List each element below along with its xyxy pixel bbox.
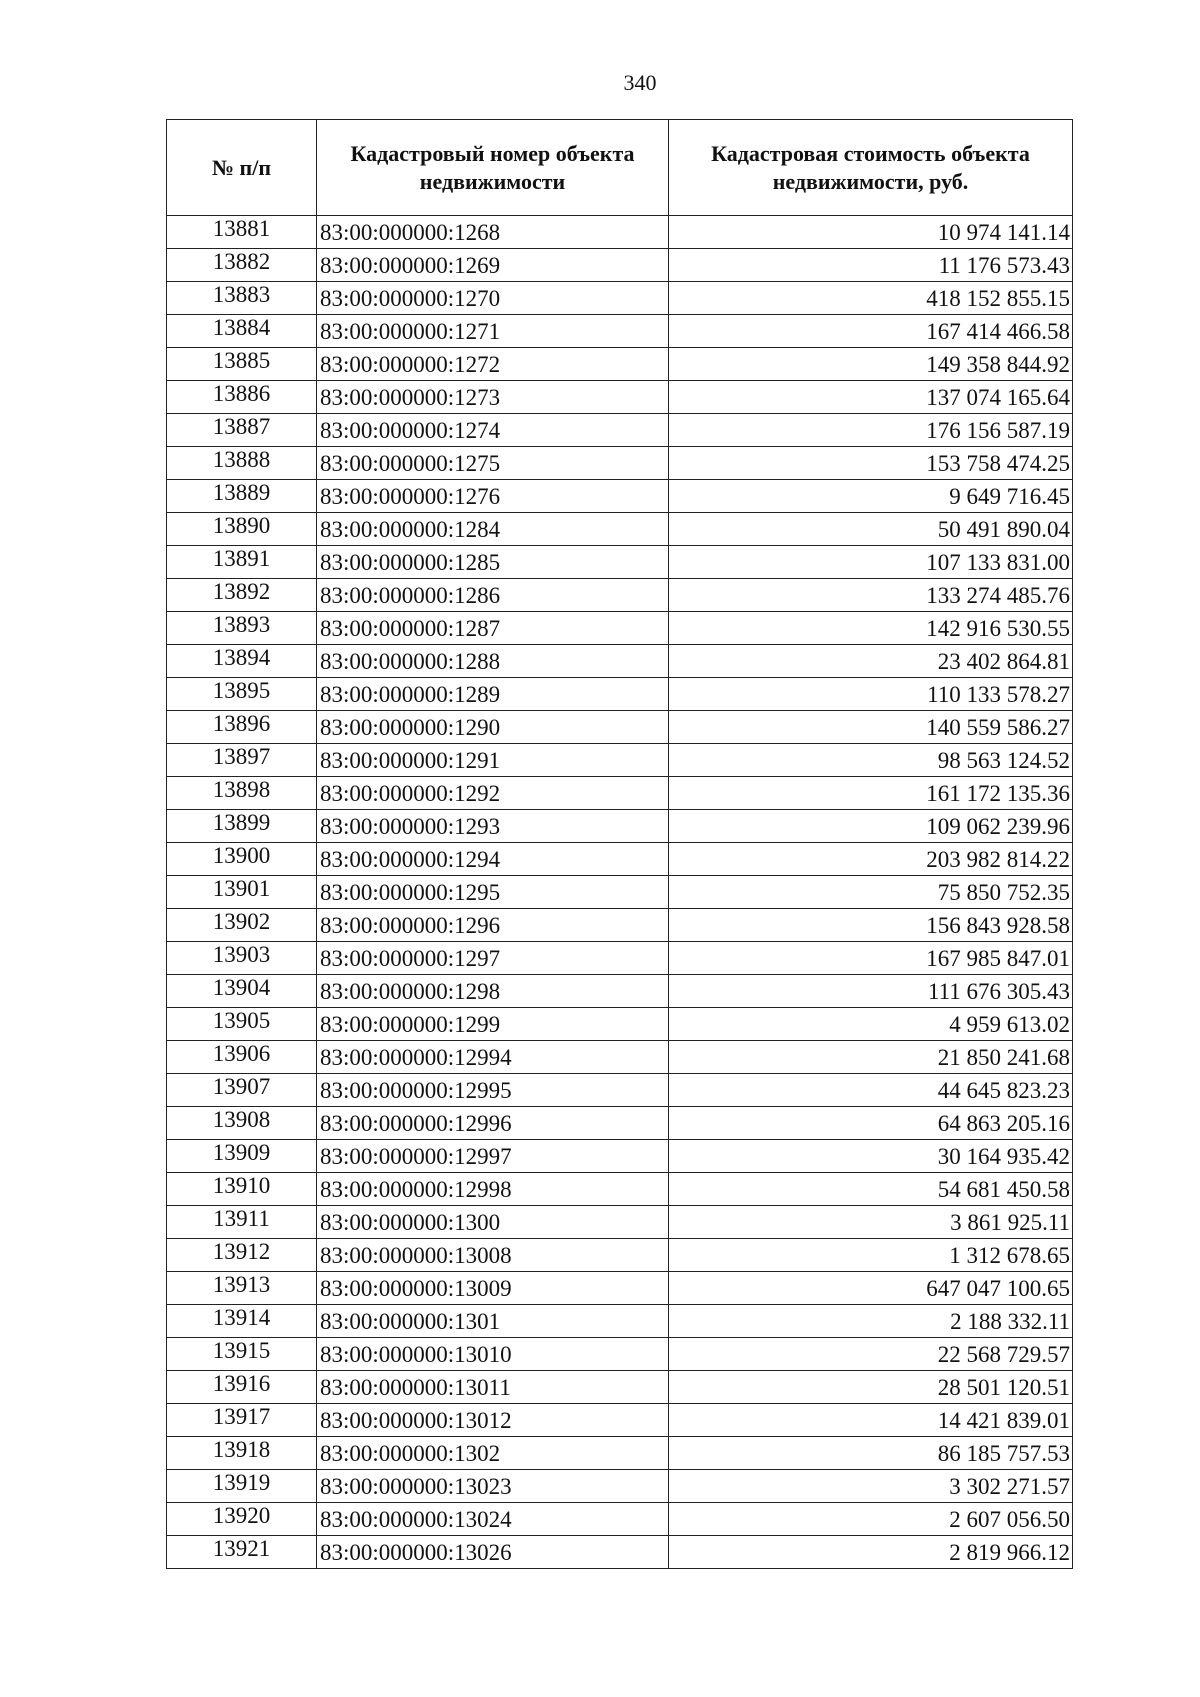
- table-row: [167, 645, 1073, 678]
- table-row: [167, 1074, 1073, 1107]
- cadastral-number-cell: 83:00:000000:13023: [317, 1470, 669, 1503]
- row-number-cell: 13888: [167, 447, 317, 480]
- cadastral-number-cell: 83:00:000000:1297: [317, 942, 669, 975]
- cadastral-value-cell: 140 559 586.27: [669, 711, 1073, 744]
- cadastral-number-cell: 83:00:000000:1276: [317, 480, 669, 513]
- cadastral-value-cell: 161 172 135.36: [669, 777, 1073, 810]
- cadastral-value-cell: 418 152 855.15: [669, 282, 1073, 315]
- cadastral-value-cell: 110 133 578.27: [669, 678, 1073, 711]
- cadastral-value-cell: 98 563 124.52: [669, 744, 1073, 777]
- row-number-cell: 13911: [167, 1206, 317, 1239]
- row-number-cell: 13886: [167, 381, 317, 414]
- table-row: [167, 777, 1073, 810]
- cadastral-number-cell: 83:00:000000:1284: [317, 513, 669, 546]
- cadastral-number-cell: 83:00:000000:13012: [317, 1404, 669, 1437]
- cadastral-number-cell: 83:00:000000:1271: [317, 315, 669, 348]
- cadastral-value-cell: 9 649 716.45: [669, 480, 1073, 513]
- row-number-cell: 13893: [167, 612, 317, 645]
- cadastral-value-cell: 647 047 100.65: [669, 1272, 1073, 1305]
- table-row: [167, 1272, 1073, 1305]
- table-row: [167, 975, 1073, 1008]
- cadastral-number-cell: 83:00:000000:1293: [317, 810, 669, 843]
- cadastral-number-cell: 83:00:000000:13010: [317, 1338, 669, 1371]
- row-number-cell: 13897: [167, 744, 317, 777]
- cadastral-value-cell: 54 681 450.58: [669, 1173, 1073, 1206]
- cadastral-number-cell: 83:00:000000:13011: [317, 1371, 669, 1404]
- table-row: [167, 876, 1073, 909]
- row-number-cell: 13895: [167, 678, 317, 711]
- cadastral-number-cell: 83:00:000000:1270: [317, 282, 669, 315]
- row-number-cell: 13887: [167, 414, 317, 447]
- row-number-cell: 13914: [167, 1305, 317, 1338]
- table-row: [167, 909, 1073, 942]
- table-row: [167, 1536, 1073, 1569]
- row-number-cell: 13904: [167, 975, 317, 1008]
- cadastral-number-cell: 83:00:000000:1294: [317, 843, 669, 876]
- row-number-cell: 13894: [167, 645, 317, 678]
- row-number-cell: 13913: [167, 1272, 317, 1305]
- header-row-number: № п/п: [167, 120, 317, 216]
- row-number-cell: 13916: [167, 1371, 317, 1404]
- cadastral-number-cell: 83:00:000000:1275: [317, 447, 669, 480]
- cadastral-value-cell: 3 302 271.57: [669, 1470, 1073, 1503]
- table-row: [167, 1404, 1073, 1437]
- cadastral-table: [166, 119, 1073, 1569]
- cadastral-value-cell: 167 985 847.01: [669, 942, 1073, 975]
- row-number-cell: 13899: [167, 810, 317, 843]
- row-number-cell: 13890: [167, 513, 317, 546]
- header-cadastral-value: Кадастровая стоимость объекта недвижимости, руб.: [669, 120, 1073, 216]
- table-body: [167, 216, 1073, 1569]
- table-row: [167, 1173, 1073, 1206]
- cadastral-number-cell: 83:00:000000:1268: [317, 216, 669, 249]
- cadastral-value-cell: 2 188 332.11: [669, 1305, 1073, 1338]
- cadastral-number-cell: 83:00:000000:13024: [317, 1503, 669, 1536]
- cadastral-value-cell: 11 176 573.43: [669, 249, 1073, 282]
- cadastral-number-cell: 83:00:000000:1287: [317, 612, 669, 645]
- table-row: [167, 282, 1073, 315]
- row-number-cell: 13908: [167, 1107, 317, 1140]
- table-row: [167, 810, 1073, 843]
- row-number-cell: 13892: [167, 579, 317, 612]
- cadastral-value-cell: 30 164 935.42: [669, 1140, 1073, 1173]
- table-row: [167, 843, 1073, 876]
- cadastral-number-cell: 83:00:000000:1300: [317, 1206, 669, 1239]
- table-row: [167, 1206, 1073, 1239]
- row-number-cell: 13907: [167, 1074, 317, 1107]
- row-number-cell: 13920: [167, 1503, 317, 1536]
- cadastral-number-cell: 83:00:000000:1269: [317, 249, 669, 282]
- cadastral-value-cell: 156 843 928.58: [669, 909, 1073, 942]
- cadastral-number-cell: 83:00:000000:1289: [317, 678, 669, 711]
- table-row: [167, 942, 1073, 975]
- cadastral-value-cell: 153 758 474.25: [669, 447, 1073, 480]
- cadastral-number-cell: 83:00:000000:1302: [317, 1437, 669, 1470]
- header-cadastral-number: Кадастровый номер объекта недвижимости: [317, 120, 669, 216]
- cadastral-value-cell: 176 156 587.19: [669, 414, 1073, 447]
- cadastral-value-cell: 50 491 890.04: [669, 513, 1073, 546]
- cadastral-value-cell: 142 916 530.55: [669, 612, 1073, 645]
- row-number-cell: 13903: [167, 942, 317, 975]
- row-number-cell: 13912: [167, 1239, 317, 1272]
- cadastral-number-cell: 83:00:000000:13026: [317, 1536, 669, 1569]
- table-header: [167, 120, 1073, 216]
- cadastral-value-cell: 167 414 466.58: [669, 315, 1073, 348]
- cadastral-number-cell: 83:00:000000:1301: [317, 1305, 669, 1338]
- row-number-cell: 13891: [167, 546, 317, 579]
- cadastral-value-cell: 3 861 925.11: [669, 1206, 1073, 1239]
- cadastral-value-cell: 21 850 241.68: [669, 1041, 1073, 1074]
- cadastral-value-cell: 2 819 966.12: [669, 1536, 1073, 1569]
- cadastral-number-cell: 83:00:000000:12995: [317, 1074, 669, 1107]
- table-row: [167, 612, 1073, 645]
- cadastral-number-cell: 83:00:000000:12994: [317, 1041, 669, 1074]
- table-row: [167, 546, 1073, 579]
- table-row: [167, 1338, 1073, 1371]
- table-row: [167, 480, 1073, 513]
- cadastral-value-cell: 133 274 485.76: [669, 579, 1073, 612]
- row-number-cell: 13883: [167, 282, 317, 315]
- table-row: [167, 744, 1073, 777]
- table-row: [167, 1437, 1073, 1470]
- cadastral-value-cell: 86 185 757.53: [669, 1437, 1073, 1470]
- cadastral-number-cell: 83:00:000000:1273: [317, 381, 669, 414]
- row-number-cell: 13881: [167, 216, 317, 249]
- table-row: [167, 1041, 1073, 1074]
- cadastral-number-cell: 83:00:000000:12998: [317, 1173, 669, 1206]
- table-row: [167, 1503, 1073, 1536]
- table-row: [167, 1470, 1073, 1503]
- cadastral-number-cell: 83:00:000000:1299: [317, 1008, 669, 1041]
- cadastral-number-cell: 83:00:000000:1295: [317, 876, 669, 909]
- table-row: [167, 711, 1073, 744]
- table-row: [167, 447, 1073, 480]
- header-row: [167, 120, 1073, 216]
- table-row: [167, 1008, 1073, 1041]
- cadastral-value-cell: 44 645 823.23: [669, 1074, 1073, 1107]
- table-row: [167, 1305, 1073, 1338]
- table-row: [167, 1239, 1073, 1272]
- cadastral-number-cell: 83:00:000000:1296: [317, 909, 669, 942]
- cadastral-value-cell: 137 074 165.64: [669, 381, 1073, 414]
- cadastral-number-cell: 83:00:000000:1272: [317, 348, 669, 381]
- row-number-cell: 13900: [167, 843, 317, 876]
- row-number-cell: 13915: [167, 1338, 317, 1371]
- table-row: [167, 678, 1073, 711]
- table-row: [167, 381, 1073, 414]
- cadastral-number-cell: 83:00:000000:1274: [317, 414, 669, 447]
- cadastral-table-container: [166, 119, 1072, 1569]
- cadastral-value-cell: 75 850 752.35: [669, 876, 1073, 909]
- table-row: [167, 216, 1073, 249]
- cadastral-value-cell: 10 974 141.14: [669, 216, 1073, 249]
- cadastral-value-cell: 111 676 305.43: [669, 975, 1073, 1008]
- table-row: [167, 1140, 1073, 1173]
- cadastral-number-cell: 83:00:000000:1290: [317, 711, 669, 744]
- cadastral-value-cell: 22 568 729.57: [669, 1338, 1073, 1371]
- cadastral-value-cell: 1 312 678.65: [669, 1239, 1073, 1272]
- cadastral-value-cell: 109 062 239.96: [669, 810, 1073, 843]
- cadastral-number-cell: 83:00:000000:13009: [317, 1272, 669, 1305]
- row-number-cell: 13921: [167, 1536, 317, 1569]
- cadastral-value-cell: 28 501 120.51: [669, 1371, 1073, 1404]
- cadastral-number-cell: 83:00:000000:12997: [317, 1140, 669, 1173]
- table-row: [167, 579, 1073, 612]
- table-row: [167, 1107, 1073, 1140]
- table-row: [167, 513, 1073, 546]
- cadastral-number-cell: 83:00:000000:1285: [317, 546, 669, 579]
- table-row: [167, 414, 1073, 447]
- cadastral-value-cell: 107 133 831.00: [669, 546, 1073, 579]
- cadastral-value-cell: 2 607 056.50: [669, 1503, 1073, 1536]
- row-number-cell: 13918: [167, 1437, 317, 1470]
- table-row: [167, 315, 1073, 348]
- table-row: [167, 348, 1073, 381]
- row-number-cell: 13919: [167, 1470, 317, 1503]
- cadastral-value-cell: 14 421 839.01: [669, 1404, 1073, 1437]
- cadastral-value-cell: 4 959 613.02: [669, 1008, 1073, 1041]
- row-number-cell: 13896: [167, 711, 317, 744]
- cadastral-number-cell: 83:00:000000:13008: [317, 1239, 669, 1272]
- table-row: [167, 249, 1073, 282]
- cadastral-value-cell: 64 863 205.16: [669, 1107, 1073, 1140]
- row-number-cell: 13882: [167, 249, 317, 282]
- cadastral-number-cell: 83:00:000000:1291: [317, 744, 669, 777]
- cadastral-number-cell: 83:00:000000:12996: [317, 1107, 669, 1140]
- cadastral-number-cell: 83:00:000000:1298: [317, 975, 669, 1008]
- page-number: 340: [623, 70, 657, 95]
- row-number-cell: 13889: [167, 480, 317, 513]
- row-number-cell: 13884: [167, 315, 317, 348]
- row-number-cell: 13898: [167, 777, 317, 810]
- row-number-cell: 13885: [167, 348, 317, 381]
- cadastral-number-cell: 83:00:000000:1286: [317, 579, 669, 612]
- cadastral-value-cell: 23 402 864.81: [669, 645, 1073, 678]
- row-number-cell: 13902: [167, 909, 317, 942]
- row-number-cell: 13905: [167, 1008, 317, 1041]
- row-number-cell: 13901: [167, 876, 317, 909]
- cadastral-number-cell: 83:00:000000:1292: [317, 777, 669, 810]
- table-row: [167, 1371, 1073, 1404]
- row-number-cell: 13906: [167, 1041, 317, 1074]
- row-number-cell: 13910: [167, 1173, 317, 1206]
- cadastral-value-cell: 149 358 844.92: [669, 348, 1073, 381]
- cadastral-number-cell: 83:00:000000:1288: [317, 645, 669, 678]
- row-number-cell: 13917: [167, 1404, 317, 1437]
- cadastral-value-cell: 203 982 814.22: [669, 843, 1073, 876]
- row-number-cell: 13909: [167, 1140, 317, 1173]
